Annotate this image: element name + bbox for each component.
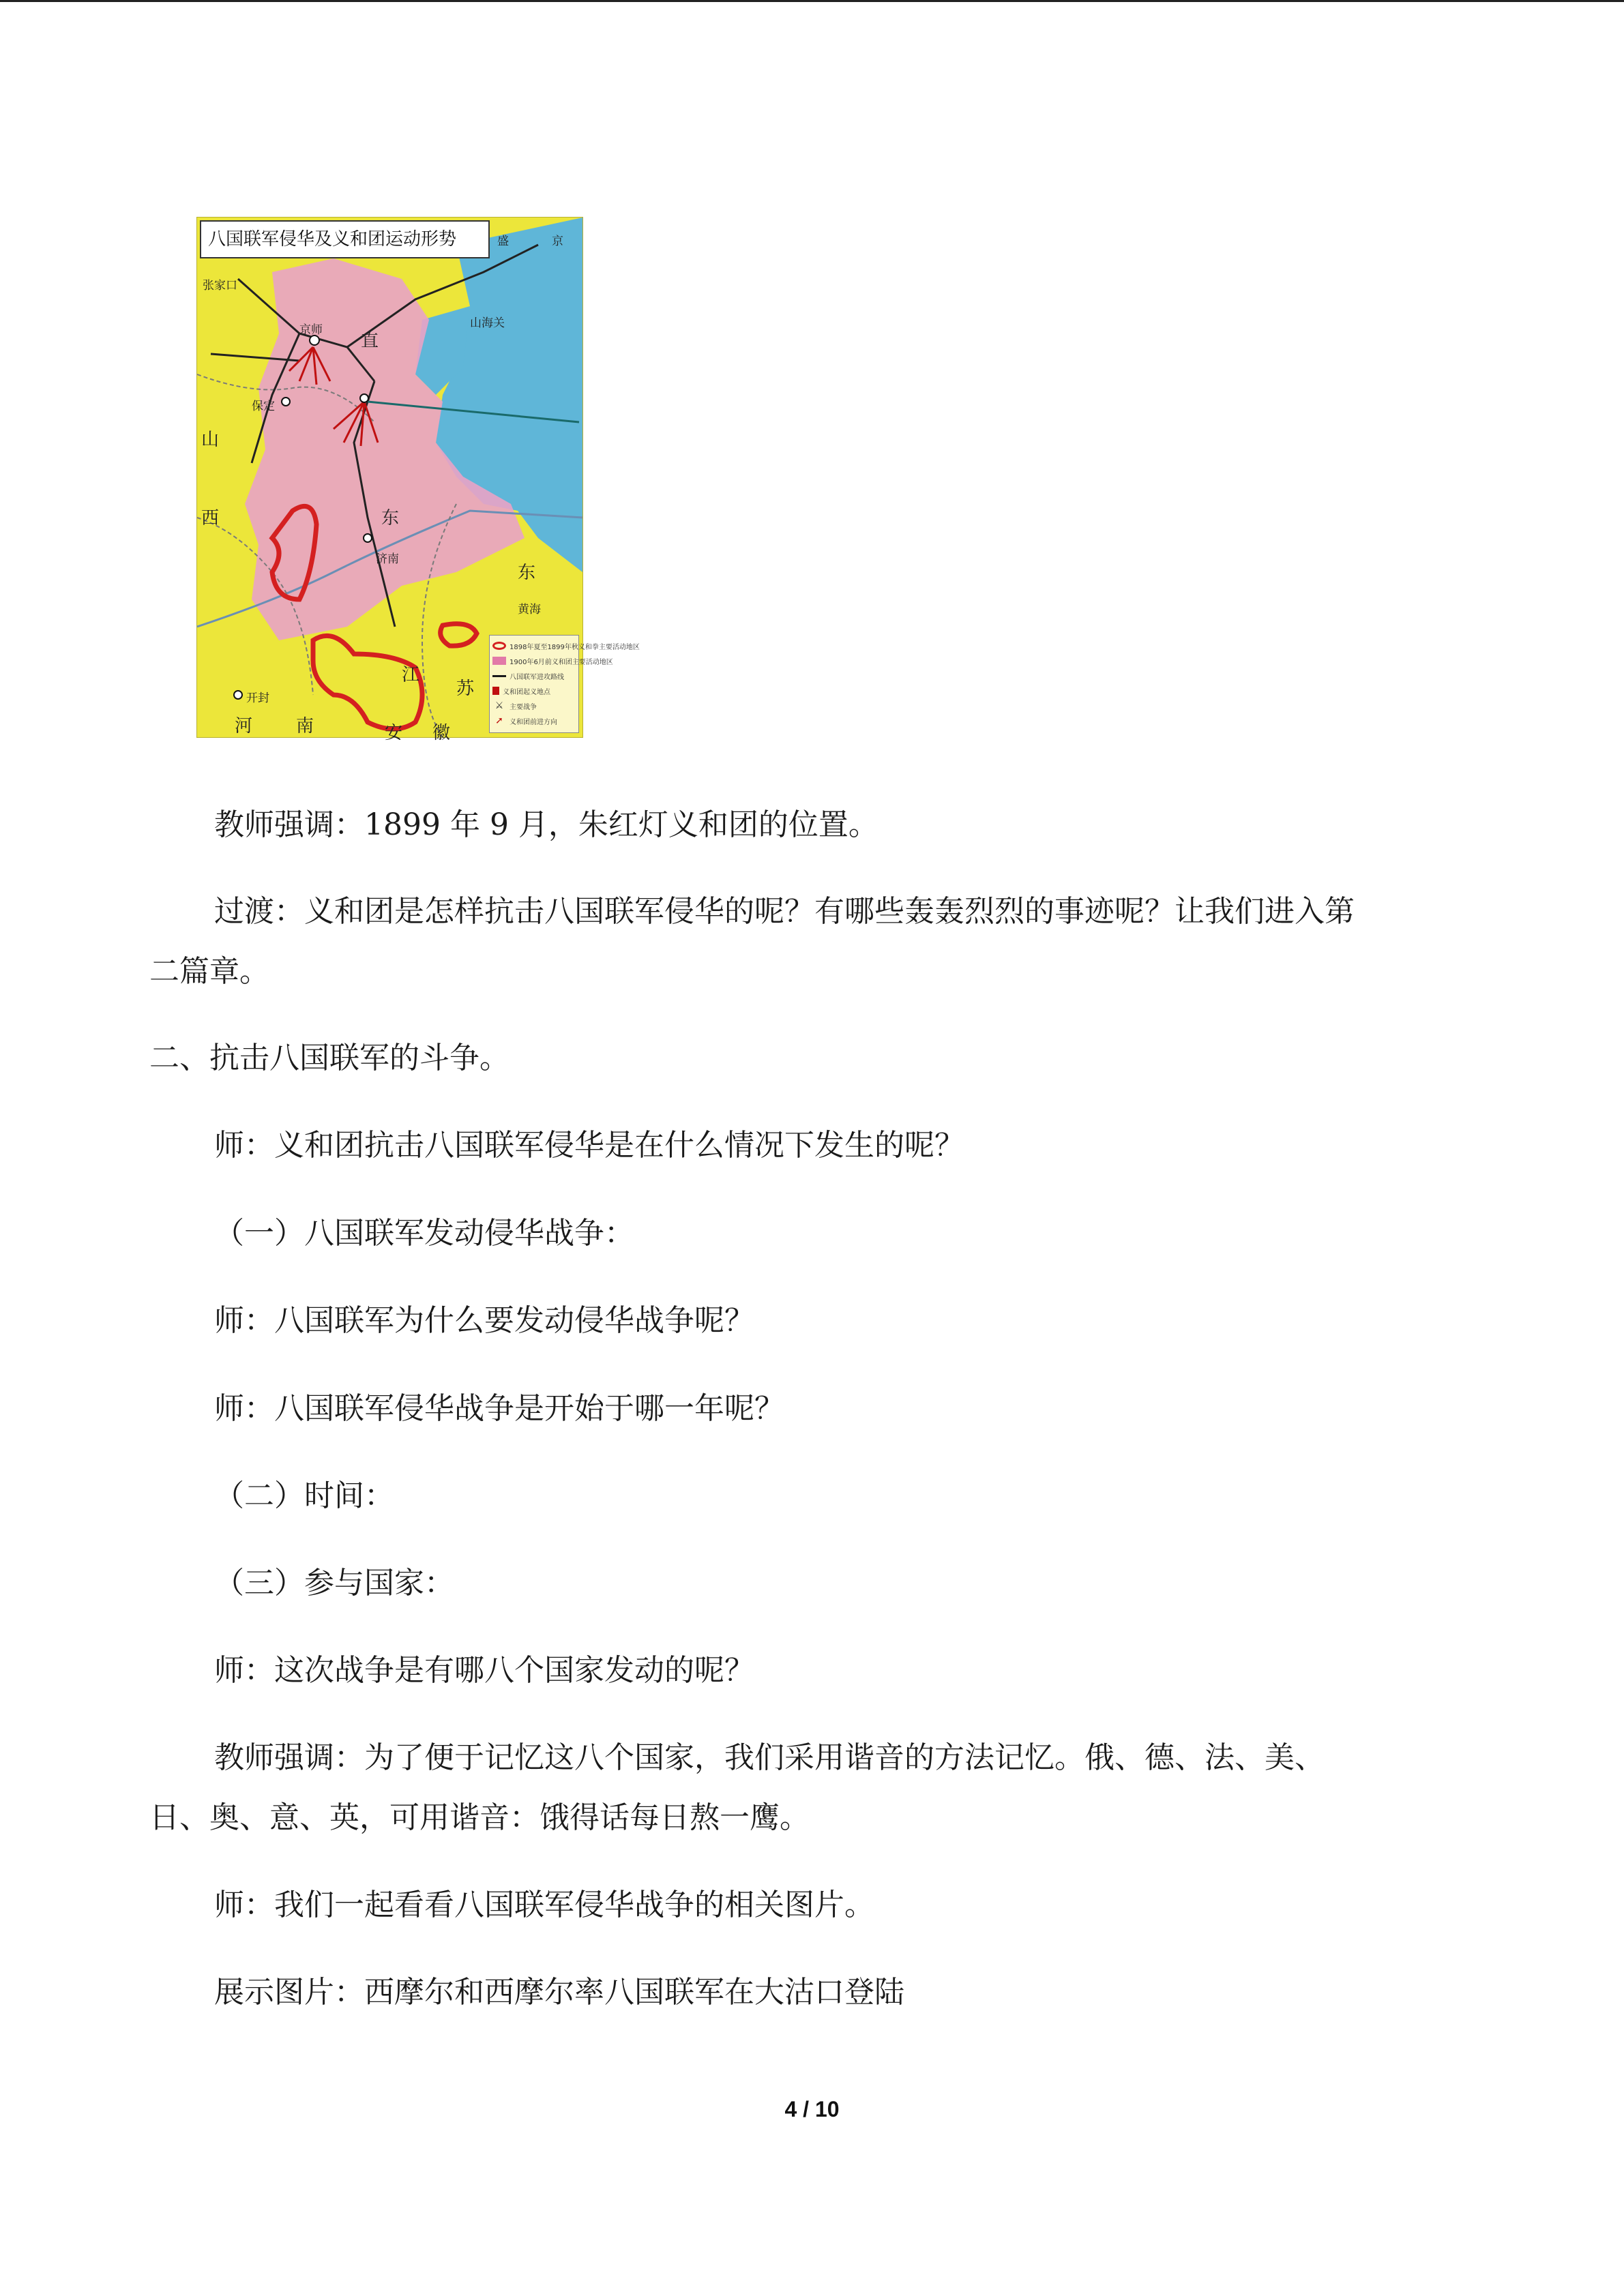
legend-item: 义和团起义地点 (492, 683, 576, 698)
paragraph-transition-continued: 二篇章。 (149, 954, 269, 989)
map-label-baoding: 保定 (252, 400, 275, 413)
map-label-sheng: 盛 (497, 235, 509, 248)
paragraph-teacher-pictures: 师：我们一起看看八国联军侵华战争的相关图片。 (214, 1888, 874, 1922)
legend-flag-icon (492, 687, 499, 695)
map-label-shan: 山 (201, 430, 220, 450)
map-label-shanhaiguan: 山海关 (470, 316, 505, 330)
map-label-jingshi: 京师 (299, 323, 323, 337)
map-label-an: 安 (385, 723, 403, 743)
map-label-dong-mid: 东 (381, 508, 400, 528)
map-label-jing: 京 (552, 235, 563, 248)
legend-red-outline-icon (492, 642, 506, 650)
map-legend (489, 635, 640, 733)
map-label-zhangjiakou: 张家口 (203, 279, 237, 293)
paragraph-transition: 过渡：义和团是怎样抗击八国联军侵华的呢？有哪些轰轰烈烈的事迹呢？让我们进入第 (214, 894, 1355, 929)
page-number: 4 / 10 (784, 2097, 840, 2121)
subheading-1: （一）八国联军发动侵华战争： (214, 1216, 634, 1251)
paragraph-show-picture: 展示图片：西摩尔和西摩尔率八国联军在大沽口登陆 (214, 1975, 904, 2010)
map-label-jiang: 江 (402, 665, 420, 685)
legend-direction-arrow-icon: ➚ (495, 715, 503, 726)
city-dot-kaifeng (234, 691, 242, 699)
legend-item: 1900年6月前义和团主要活动地区 (492, 653, 576, 668)
map-label-dong-right: 东 (518, 563, 536, 583)
boxer-origin-outline-3 (441, 624, 477, 646)
paragraph-teacher-emphasis-mnemonic: 教师强调：为了便于记忆这八个国家，我们采用谐音的方法记忆。俄、德、法、美、 (214, 1740, 1325, 1775)
legend-item: 八国联军进攻路线 (492, 668, 576, 683)
map-label-jinan: 济南 (376, 552, 399, 566)
map-label-xi: 西 (201, 508, 220, 528)
section-heading-2: 二、抗击八国联军的斗争。 (149, 1041, 510, 1075)
legend-crossed-swords-icon: ⚔ (494, 700, 504, 711)
map-label-hui: 徽 (432, 723, 451, 743)
legend-pink-area-icon (492, 657, 506, 665)
legend-item: 1898年夏至1899年秋义和拳主要活动地区 (492, 638, 576, 653)
map-label-zhi: 直 (361, 331, 379, 351)
legend-route-arrow-icon (492, 675, 506, 677)
map-label-he: 河 (235, 716, 253, 736)
city-dot-jinan (364, 534, 372, 542)
paragraph-teacher-emphasis-1899: 教师强调：1899 年 9 月，朱红灯义和团的位置。 (214, 807, 879, 842)
subheading-2: （二）时间： (214, 1478, 394, 1513)
paragraph-teacher-question-2: 师：八国联军为什么要发动侵华战争呢？ (214, 1303, 754, 1338)
map-label-kaifeng: 开封 (246, 691, 269, 705)
city-dot-tianjin (360, 394, 368, 402)
paragraph-teacher-question-3: 师：八国联军侵华战争是开始于哪一年呢？ (214, 1391, 784, 1426)
paragraph-teacher-question-4: 师：这次战争是有哪八个国家发动的呢？ (214, 1653, 754, 1688)
city-dot-beijing (310, 336, 319, 345)
map-label-nan: 南 (296, 716, 314, 736)
subheading-3: （三）参与国家： (214, 1566, 454, 1600)
map-title: 八国联军侵华及义和团运动形势 (200, 220, 490, 258)
legend-item: ⚔ 主要战争 (492, 698, 576, 713)
map-label-su: 苏 (456, 679, 475, 699)
paragraph-teacher-question-1: 师：义和团抗击八国联军侵华是在什么情况下发生的呢？ (214, 1128, 964, 1163)
city-dot-baoding (282, 398, 290, 406)
historical-map-figure (196, 217, 640, 743)
legend-item: ➚ 义和团前进方向 (492, 713, 576, 728)
paragraph-mnemonic-continued: 日、奥、意、英，可用谐音：饿得话每日熬一鹰。 (149, 1800, 810, 1835)
map-label-huang-hai: 黄海 (518, 603, 541, 616)
